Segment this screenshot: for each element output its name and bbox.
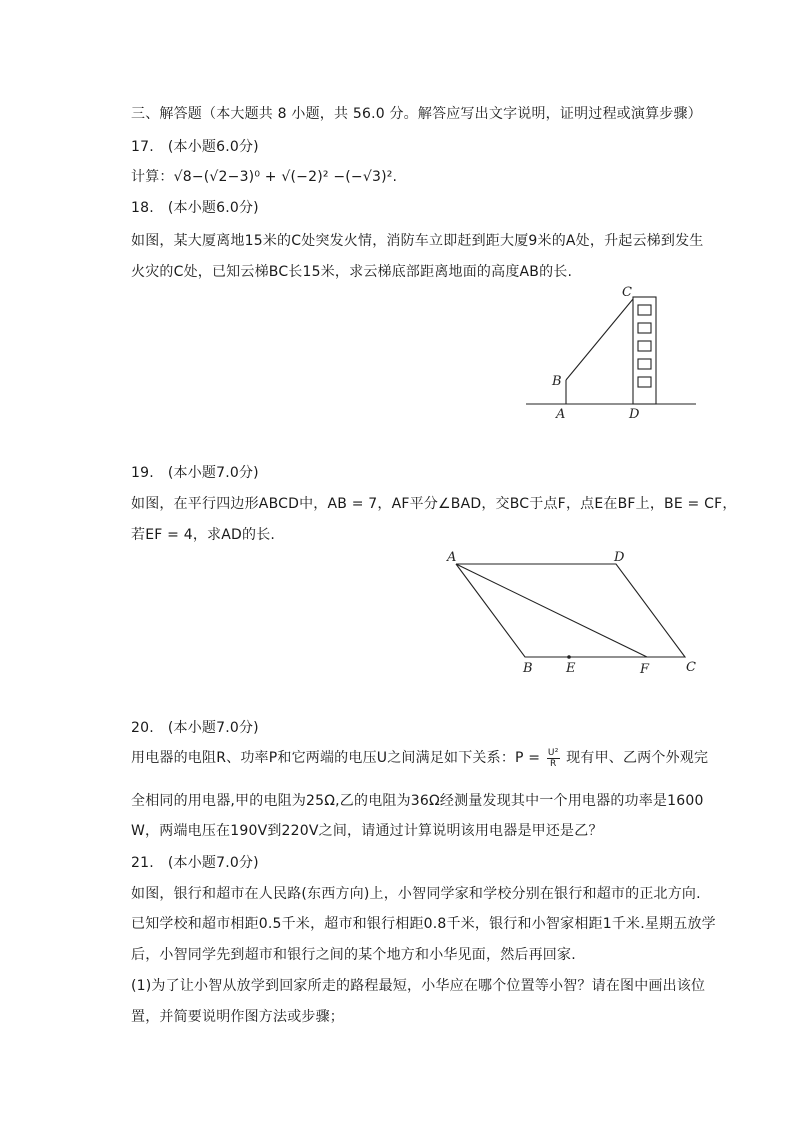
q18-ladder-BC	[566, 299, 633, 380]
q21-line5: 置，并简要说明作图方法或步骤；	[131, 1009, 344, 1025]
q20-line1-a: 用电器的电阻R、功率P和它两端的电压U之间满足如下关系：P =	[131, 750, 541, 766]
q18-label-D: D	[629, 407, 640, 422]
q18-header	[131, 197, 259, 217]
q19-number: 19.	[131, 465, 154, 481]
q21-header	[131, 852, 259, 872]
q19-label-E: E	[566, 661, 576, 676]
q19-parallelogram	[456, 564, 685, 657]
q20-points: (本小题7.0分)	[167, 720, 259, 736]
q21-line4: (1)为了让小智从放学到回家所走的路程最短，小华应在哪个位置等小智？请在图中画出该位	[131, 978, 706, 994]
q18-window	[638, 359, 651, 369]
q20-frac-num: U²	[547, 747, 559, 758]
q17-header	[131, 136, 259, 156]
q18-window	[638, 305, 651, 315]
section-heading: 三、解答题（本大题共 8 小题，共 56.0 分。解答应写出文字说明，证明过程或演算步骤）	[131, 106, 702, 122]
q17-number: 17.	[131, 139, 154, 155]
q20-line1-b: 现有甲、乙两个外观完	[566, 750, 709, 766]
q21-line1: 如图，银行和超市在人民路(东西方向)上，小智同学家和学校分别在银行和超市的正北方向.	[131, 886, 701, 902]
q17-text: 计算：√8−(√2−3)⁰ + √(−2)² −(−√3)².	[131, 169, 398, 185]
q20-line2: 全相同的用电器,甲的电阻为25Ω,乙的电阻为36Ω经测量发现其中一个用电器的功率是1600	[131, 793, 704, 809]
q18-window	[638, 323, 651, 333]
q21-line3: 后，小智同学先到超市和银行之间的某个地方和小华见面，然后再回家.	[131, 947, 576, 963]
q19-label-C: C	[686, 660, 696, 675]
q19-label-F: F	[640, 662, 650, 677]
q19-line2: 若EF = 4，求AD的长.	[131, 527, 276, 543]
q19-segment-AF	[456, 564, 647, 657]
q20-line1	[131, 747, 708, 769]
q20-header	[131, 717, 259, 737]
q18-building	[633, 297, 656, 404]
q18-window	[638, 377, 651, 387]
q19-point-E	[567, 655, 571, 659]
q18-window	[638, 341, 651, 351]
q18-label-C: C	[622, 285, 632, 300]
q21-number: 21.	[131, 855, 154, 871]
q20-number: 20.	[131, 720, 154, 736]
q21-line2: 已知学校和超市相距0.5千米，超市和银行相距0.8千米，银行和小智家相距1千米.星期五放学	[131, 916, 716, 932]
q19-points: (本小题7.0分)	[167, 465, 259, 481]
q18-label-B: B	[552, 374, 562, 389]
q20-fraction	[547, 748, 560, 769]
q19-label-A: A	[447, 550, 457, 565]
q19-header	[131, 462, 259, 482]
q20-frac-den: R	[549, 758, 557, 769]
q17-points: (本小题6.0分)	[167, 139, 259, 155]
q19-line1: 如图，在平行四边形ABCD中，AB = 7，AF平分∠BAD，交BC于点F，点E在BF上，BE = CF，	[131, 496, 737, 512]
q19-label-D: D	[614, 550, 625, 565]
q19-label-B: B	[523, 661, 533, 676]
q18-line2: 火灾的C处，已知云梯BC长15米，求云梯底部距离地面的高度AB的长.	[131, 264, 573, 280]
q18-label-A: A	[556, 407, 566, 422]
q21-points: (本小题7.0分)	[167, 855, 259, 871]
q18-line1: 如图，某大厦离地15米的C处突发火情，消防车立即赶到距大厦9米的A处，升起云梯到发生	[131, 233, 704, 249]
q18-points: (本小题6.0分)	[167, 200, 259, 216]
q18-number: 18.	[131, 200, 154, 216]
q20-line3: W，两端电压在190V到220V之间，请通过计算说明该用电器是甲还是乙？	[131, 823, 603, 839]
